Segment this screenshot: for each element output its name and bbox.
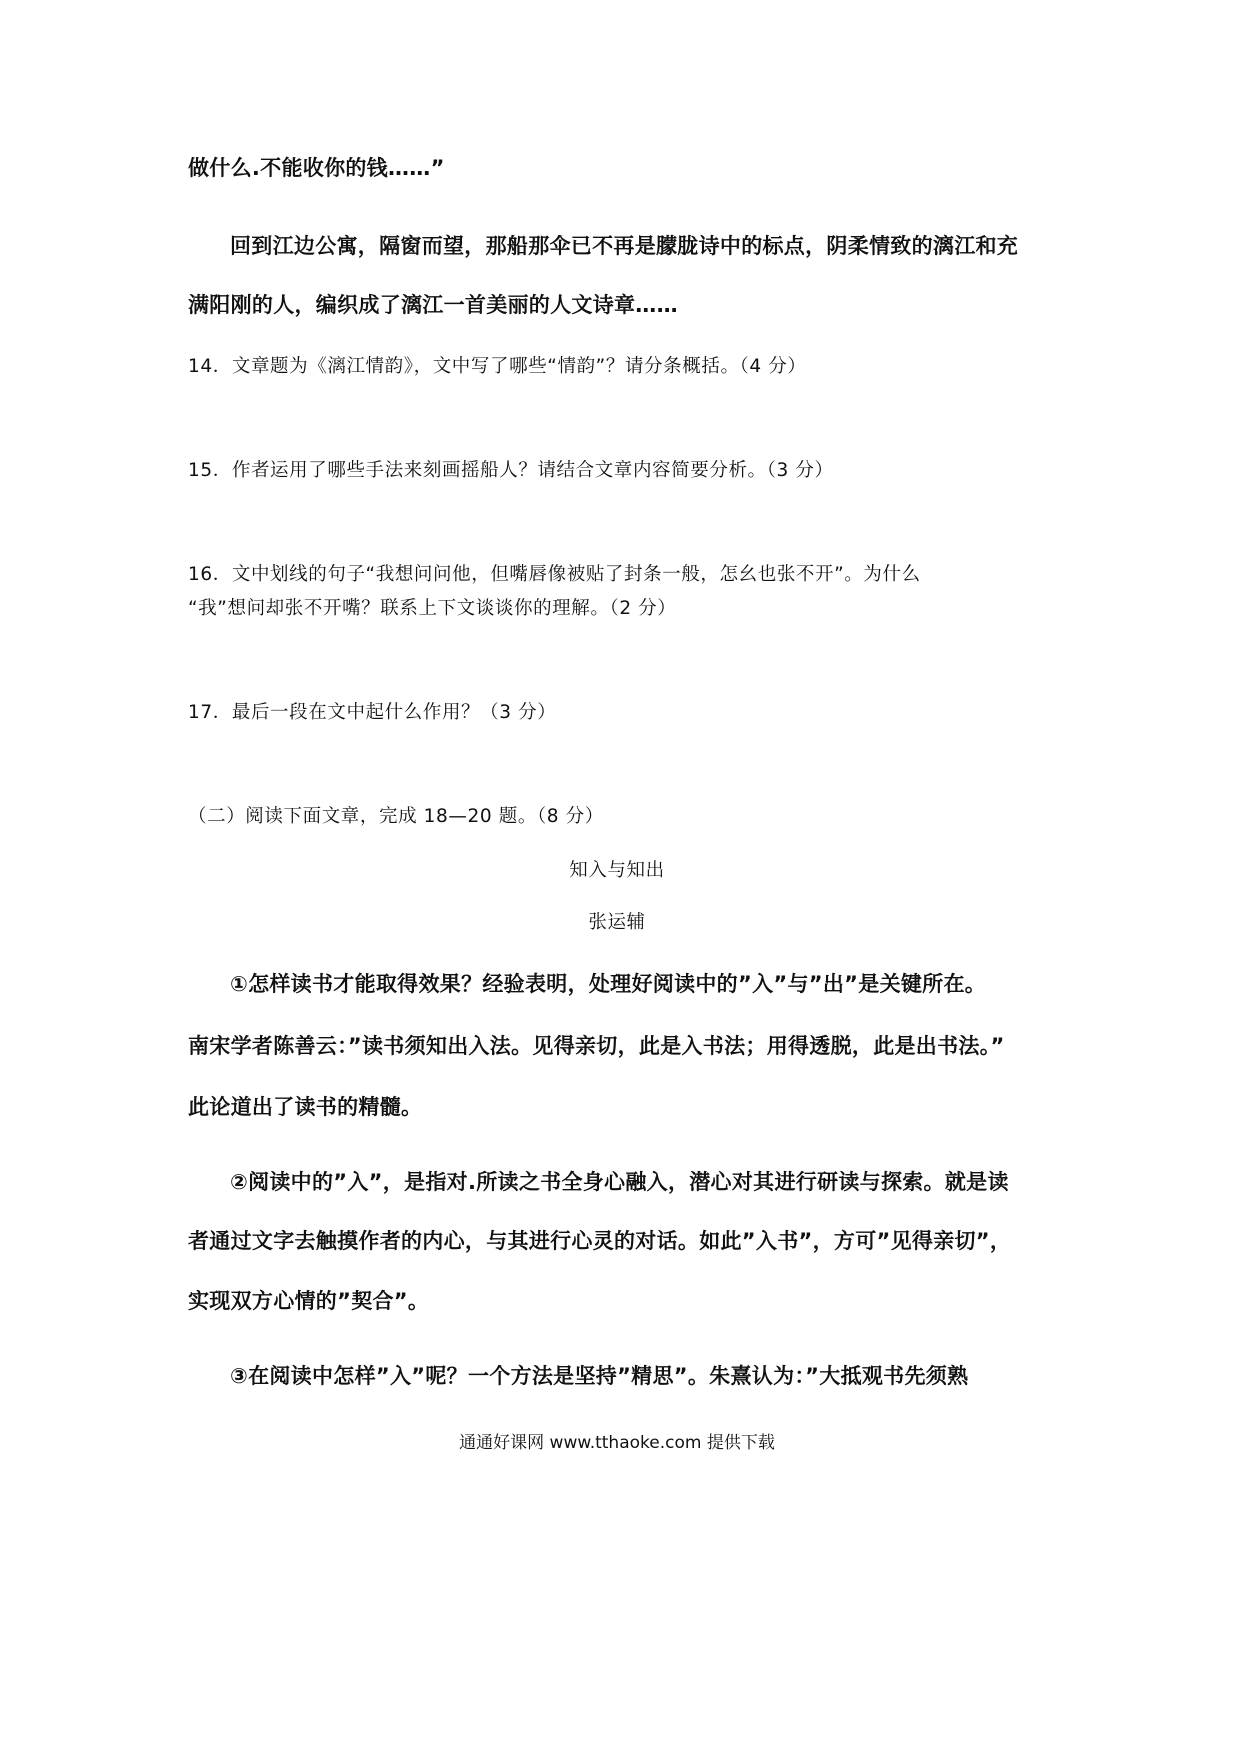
question-17: 17．最后一段在文中起什么作用？（3 分） [188, 702, 557, 723]
question-16: 16．文中划线的句子“我想问问他，但嘴唇像被贴了封条一般，怎幺也张不开”。为什么 [188, 564, 921, 585]
article-paragraph-line: ③在阅读中怎样”入”呢？一个方法是坚持”精思”。朱熹认为：”大抵观书先须熟 [230, 1364, 969, 1388]
article-author: 张运辅 [588, 912, 646, 933]
question-16-continued: “我”想问却张不开嘴？联系上下文谈谈你的理解。（2 分） [188, 598, 677, 619]
article-title: 知入与知出 [569, 860, 665, 881]
question-15: 15．作者运用了哪些手法来刻画摇船人？请结合文章内容简要分析。（3 分） [188, 460, 834, 481]
article-paragraph-line: ①怎样读书才能取得效果？经验表明，处理好阅读中的”入”与”出”是关键所在。 [230, 972, 987, 996]
passage-text-line: 做什么.不能收你的钱……” [188, 156, 445, 180]
article-paragraph-line: ②阅读中的”入”，是指对.所读之书全身心融入，潜心对其进行研读与探索。就是读 [230, 1170, 1009, 1194]
question-14: 14．文章题为《漓江情韵》，文中写了哪些“情韵”？请分条概括。（4 分） [188, 356, 807, 377]
passage-text-line: 满阳刚的人，编织成了漓江一首美丽的人文诗章…… [188, 293, 678, 317]
section-heading: （二）阅读下面文章，完成 18—20 题。（8 分） [188, 806, 604, 827]
page-footer: 通通好课网 www.tthaoke.com 提供下载 [459, 1433, 775, 1453]
article-paragraph-line: 此论道出了读书的精髓。 [188, 1095, 423, 1119]
passage-text-line: 回到江边公寓，隔窗而望，那船那伞已不再是朦胧诗中的标点，阴柔情致的漓江和充 [230, 234, 1019, 258]
article-paragraph-line: 南宋学者陈善云：”读书须知出入法。见得亲切，此是入书法；用得透脱，此是出书法。” [188, 1034, 1005, 1058]
article-paragraph-line: 者通过文字去触摸作者的内心，与其进行心灵的对话。如此”入书”，方可”见得亲切”， [188, 1229, 1012, 1253]
article-paragraph-line: 实现双方心情的”契合”。 [188, 1289, 430, 1313]
